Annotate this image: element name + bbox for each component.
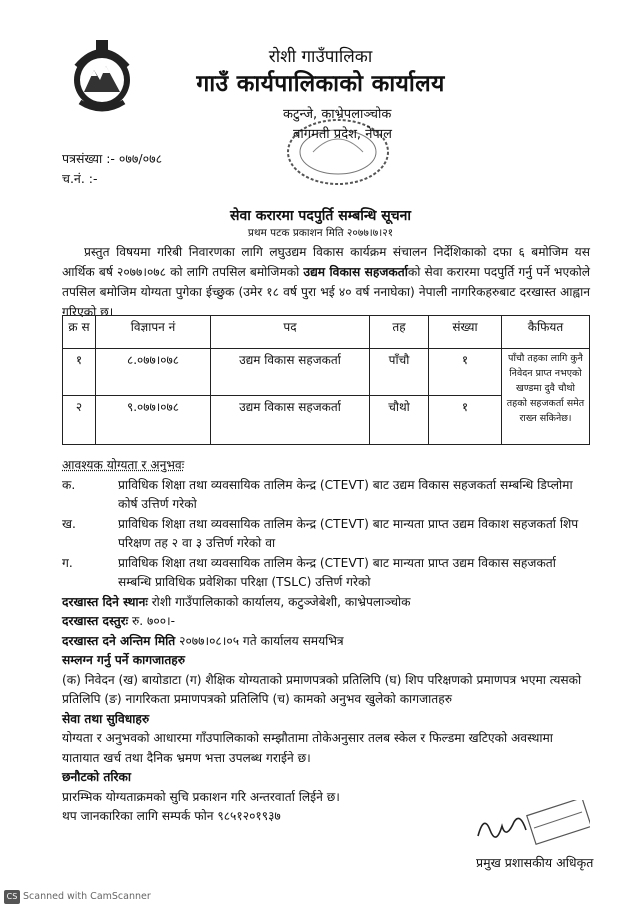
item-label: क.: [62, 477, 76, 492]
item-text: प्राविधिक शिक्षा तथा व्यवसायिक तालिम केन्द्र (CTEVT) बाट मान्यता प्राप्त उद्यम विकास सहजकर्ता सम्बन्धि प्राविधिक प्रवेशिका परिक्षा (TSLC) उत्तिर्ण गरेको: [118, 555, 556, 589]
table-row: [63, 349, 590, 396]
cell-post: उद्यम विकास सहजकर्ता: [211, 349, 370, 396]
facilities-heading: सेवा तथा सुविधाहरु: [62, 711, 150, 726]
th-remarks: कैफियत: [502, 316, 590, 349]
publication-date: प्रथम पटक प्रकाशन मिति २०७७।७।२१: [247, 227, 394, 239]
address-line-2: बागमती प्रदेश, नेपाल: [293, 127, 392, 142]
cell-level: चौथो: [370, 396, 429, 445]
cell-ad-no: ९.०७७।०७८: [96, 396, 211, 445]
reference-number: पत्रसंख्या :- ०७७/०७८: [62, 151, 163, 166]
selection-heading: छनौटको तरिका: [62, 770, 131, 784]
facilities-text: योग्यता र अनुभवको आधारमा गाँउपालिकाको सम्झौतामा तोकेअनुसार तलब स्केल र फिल्डमा खटिएको अवस्थामा यातायात खर्च तथा दैनिक भ्रमण भत्ता उपलब्ध गराईने छ।: [62, 731, 553, 765]
place-value: रोशी गाउँपालिकाको कार्यालय, कटुञ्जेबेशी, काभ्रेपलाञ्चोक: [147, 594, 411, 609]
address-line-1: कटुन्जे, काभ्रेपलाञ्चोक: [283, 107, 392, 122]
vacancy-table: [62, 315, 590, 445]
cell-sn: १: [63, 349, 96, 396]
intro-text-1: प्रस्तुत विषयमा गरिबी निवारणका लागि लघुउद्यम विकास कार्यक्रम संचालन निर्देशिकाको दफा ६ बमोजिम यस आर्थिक बर्ष २०७७।०७८ को लागि तपसिल बमोजिमको: [62, 245, 590, 279]
item-text: प्राविधिक शिक्षा तथा व्यवसायिक तालिम केन्द्र (CTEVT) बाट मान्यता प्राप्त उद्यम विकाश सहजकर्ता शिप परिक्षण तह २ वा ३ उत्तिर्ण गरेको वा: [118, 516, 579, 550]
documents-text: (क) निवेदन (ख) बायोडाटा (ग) शैक्षिक योग्यताको प्रमाणपत्रको प्रतिलिपि (घ) शिप परिक्षणको प्रमाणपत्र भएमा त्यसको प्रतिलिपि (ङ) नागरिकता प्रमाणपत्रको प्रतिलिपि (च) कामको अनुभव खुलेको कागजातहरु: [62, 672, 582, 706]
qualifications-heading: आवश्यक योग्यता र अनुभवः: [62, 458, 185, 472]
org-line-2: गाउँ कार्यपालिकाको कार्यालय: [196, 71, 445, 97]
deadline-value: २०७७।०८।०५ गते कार्यालय समयभित्र: [175, 633, 344, 648]
signature-icon: [470, 800, 590, 850]
list-item: [62, 515, 590, 554]
cell-count: १: [429, 396, 502, 445]
scanner-text: Scanned with CamScanner: [23, 891, 151, 902]
th-count: संख्या: [429, 316, 502, 349]
submission-place: [62, 593, 590, 613]
cell-count: १: [429, 349, 502, 396]
notice-body: [62, 456, 590, 827]
notice-title: सेवा करारमा पदपुर्ति सम्बन्धि सूचना: [229, 208, 411, 224]
item-label: ग.: [62, 555, 73, 570]
place-label: दरखास्त दिने स्थानः: [62, 594, 148, 609]
list-item: [62, 476, 590, 515]
org-line-1: रोशी गाउँपालिका: [268, 47, 373, 67]
th-level: तह: [370, 316, 429, 349]
intro-post-name: उद्यम विकास सहजकर्ता: [303, 265, 408, 279]
application-fee: [62, 612, 590, 632]
cell-sn: २: [63, 396, 96, 445]
cell-ad-no: ८.०७७।०७८: [96, 349, 211, 396]
item-label: ख.: [62, 516, 76, 531]
scanner-watermark: [4, 890, 151, 904]
intro-text-2: को सेवा करारमा पदपुर्ति गर्नु पर्ने भएकोले तपसिल बमोजिम योग्यता पुगेका ईच्छुक (उमेर १८ वर्ष पुरा भई ४० वर्ष ननाघेका) नेपाली नागरिकहरुबाट दरखास्त आह्वान गरिएको छ।: [62, 265, 590, 319]
list-item: [62, 554, 590, 593]
signatory-title: प्रमुख प्रशासकीय अधिकृत: [476, 855, 594, 870]
fee-value: रु. ७००।-: [128, 614, 176, 628]
table-header-row: [63, 316, 590, 349]
documents-heading: सम्लग्न गर्नु पर्ने कागजातहरु: [62, 653, 186, 667]
fee-label: दरखास्त दस्तुरः: [62, 614, 129, 628]
th-sn: क्र स: [63, 316, 96, 349]
th-ad-no: विज्ञापन नं: [96, 316, 211, 349]
cell-remarks: पाँचौ तहका लागि कुनै निवेदन प्राप्त नभएको खण्डमा दुवै चौथो तहको सहजकर्ता समेत राख्न सकिनेछ।: [502, 349, 590, 445]
cell-post: उद्यम विकास सहजकर्ता: [211, 396, 370, 445]
deadline-label: दरखास्त दने अन्तिम मिति: [62, 633, 176, 648]
camscanner-logo-icon: CS: [4, 890, 20, 904]
th-post: पद: [211, 316, 370, 349]
selection-text: प्रारम्भिक योग्यताक्रमको सुचि प्रकाशन गरि अन्तरवार्ता लिईने छ।: [62, 789, 340, 804]
contact-text: थप जानकारिका लागि सम्पर्क फोन ९८५१२०१९३७: [62, 809, 281, 823]
deadline: [62, 632, 590, 652]
cell-level: पाँचौ: [370, 349, 429, 396]
item-text: प्राविधिक शिक्षा तथा व्यवसायिक तालिम केन्द्र (CTEVT) बाट उद्यम विकास सहजकर्ता सम्बन्धि डिप्लोमा कोर्ष उत्तिर्ण गरेको: [118, 477, 573, 511]
dispatch-number: च.नं. :-: [62, 171, 98, 186]
intro-paragraph: [62, 242, 590, 322]
